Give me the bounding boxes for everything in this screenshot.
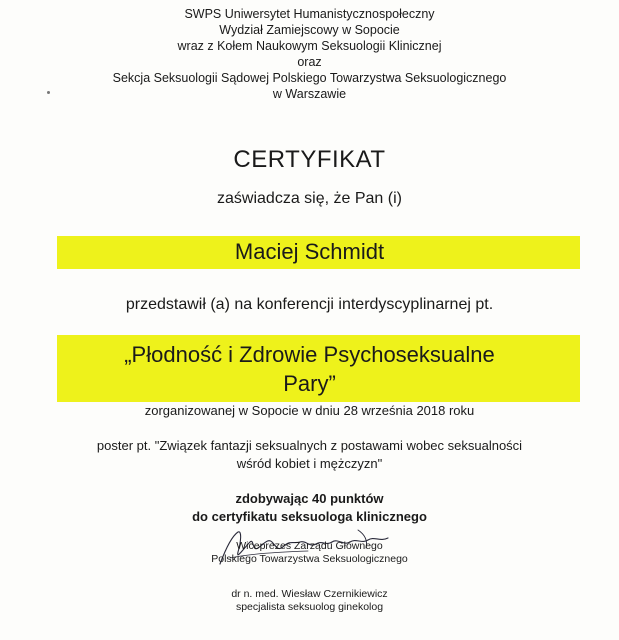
- organized-text: zorganizowanej w Sopocie w dniu 28 września 2018 roku: [144, 403, 475, 418]
- poster-title-line2: wśród kobiet i mężczyzn": [236, 456, 383, 471]
- attests-text: zaświadcza się, że Pan (i): [217, 190, 402, 207]
- signatory-doctor-name: dr n. med. Wiesław Czernikiewicz: [231, 588, 388, 600]
- certificate-title: CERTYFIKAT: [233, 146, 386, 173]
- signatory-vice-president-org: Polskiego Towarzystwa Seksuologicznego: [211, 553, 408, 565]
- presented-text: przedstawił (a) na konferencji interdyscyplinarnej pt.: [125, 296, 494, 313]
- signatory-vice-president: [0, 540, 619, 566]
- issuer-faculty: Wydział Zamiejscowy w Sopocie: [219, 23, 400, 37]
- conference-title-line1: „Płodność i Zdrowie Psychoseksualne: [124, 342, 495, 367]
- signatory-vice-president-role: Wiceprezes Zarządu Głównego: [236, 540, 383, 552]
- poster-title-line1: poster pt. "Związek fantazji seksualnych z postawami wobec seksualności: [96, 438, 523, 453]
- conference-title: [0, 340, 619, 398]
- conference-title-line2: Pary”: [283, 371, 336, 396]
- recipient-name: Maciej Schmidt: [234, 239, 385, 264]
- issuer-student-club: wraz z Kołem Naukowym Seksuologii Klinicznej: [177, 39, 442, 53]
- poster-title: [0, 437, 619, 473]
- signatory-doctor: [0, 588, 619, 614]
- issuer-section: Sekcja Seksuologii Sądowej Polskiego Towarzystwa Seksuologicznego: [112, 71, 507, 85]
- issuer-university: SWPS Uniwersytet Humanistycznospołeczny: [184, 7, 435, 21]
- issuer-header: [0, 6, 619, 102]
- signatory-doctor-specialty: specjalista seksuolog ginekolog: [235, 601, 384, 613]
- points-line2: do certyfikatu seksuologa klinicznego: [192, 509, 427, 524]
- points-line1: zdobywając 40 punktów: [235, 491, 384, 506]
- issuer-city: w Warszawie: [272, 87, 347, 101]
- issuer-conjunction: oraz: [297, 55, 322, 69]
